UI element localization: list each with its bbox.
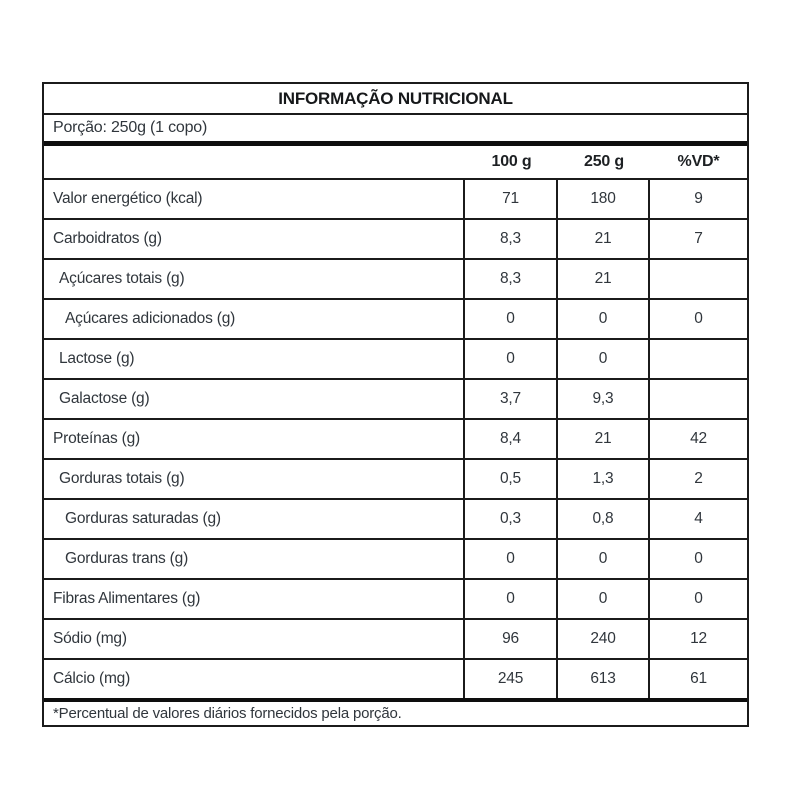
value-per-250g: 1,3 (558, 460, 650, 498)
value-percent-vd: 61 (690, 670, 707, 687)
value-per-250g: 21 (558, 420, 650, 458)
value-per-100g: 0 (465, 580, 558, 618)
table-row (44, 218, 747, 258)
value-per-250g: 0 (558, 580, 650, 618)
table-row (44, 378, 747, 418)
value-percent-vd: 7 (694, 230, 703, 247)
nutrient-name: Gorduras trans (g) (44, 540, 465, 578)
nutrient-name: Sódio (mg) (44, 620, 465, 658)
nutrient-name: Fibras Alimentares (g) (44, 580, 465, 618)
value-percent-vd: 0 (694, 550, 703, 567)
value-percent-vd: 2 (694, 470, 703, 487)
value-per-100g: 0,3 (465, 500, 558, 538)
nutrient-name: Gorduras saturadas (g) (44, 500, 465, 538)
value-percent-vd: 0 (694, 310, 703, 327)
nutrient-name: Gorduras totais (g) (44, 460, 465, 498)
value-per-100g: 0 (465, 340, 558, 378)
value-percent-vd (650, 380, 747, 418)
table-title: INFORMAÇÃO NUTRICIONAL (278, 88, 513, 108)
value-per-100g: 0 (465, 540, 558, 578)
value-per-250g: 613 (558, 660, 650, 698)
value-percent-vd: 0 (694, 590, 703, 607)
nutrient-name: Valor energético (kcal) (44, 180, 465, 218)
value-per-250g: 21 (558, 220, 650, 258)
value-per-250g: 180 (558, 180, 650, 218)
value-per-100g: 0 (465, 300, 558, 338)
nutrient-rows-container (44, 178, 747, 698)
value-per-100g: 71 (465, 180, 558, 218)
table-row (44, 578, 747, 618)
value-percent-vd: 4 (694, 510, 703, 527)
nutrition-facts-table (42, 82, 749, 727)
nutrient-name: Açúcares adicionados (g) (44, 300, 465, 338)
value-percent-vd: 9 (694, 190, 703, 207)
column-header-250g: 250 g (584, 153, 624, 170)
nutrient-name: Carboidratos (g) (44, 220, 465, 258)
table-row (44, 498, 747, 538)
table-row (44, 298, 747, 338)
value-per-250g: 9,3 (558, 380, 650, 418)
value-per-250g: 0 (558, 300, 650, 338)
nutrient-name: Galactose (g) (44, 380, 465, 418)
value-percent-vd: 12 (690, 630, 707, 647)
value-per-100g: 96 (465, 620, 558, 658)
value-per-250g: 240 (558, 620, 650, 658)
serving-size-row: Porção: 250g (1 copo) (44, 113, 747, 146)
value-per-250g: 0,8 (558, 500, 650, 538)
column-header-100g: 100 g (491, 153, 532, 170)
nutrient-name: Açúcares totais (g) (44, 260, 465, 298)
value-per-100g: 8,3 (465, 260, 558, 298)
footnote: *Percentual de valores diários fornecidos pela porção. (44, 698, 747, 725)
value-per-100g: 8,4 (465, 420, 558, 458)
value-per-100g: 8,3 (465, 220, 558, 258)
column-header-spacer (44, 146, 465, 178)
table-row (44, 458, 747, 498)
value-per-250g: 0 (558, 340, 650, 378)
table-row (44, 658, 747, 698)
table-row (44, 538, 747, 578)
column-header-vd: %VD* (677, 153, 720, 170)
column-header-row (44, 146, 747, 178)
table-row (44, 258, 747, 298)
table-row (44, 178, 747, 218)
value-per-100g: 0,5 (465, 460, 558, 498)
nutrient-name: Lactose (g) (44, 340, 465, 378)
value-per-100g: 3,7 (465, 380, 558, 418)
value-per-250g: 0 (558, 540, 650, 578)
nutrient-name: Cálcio (mg) (44, 660, 465, 698)
value-percent-vd: 42 (690, 430, 707, 447)
table-row (44, 418, 747, 458)
table-row (44, 338, 747, 378)
nutrient-name: Proteínas (g) (44, 420, 465, 458)
value-per-100g: 245 (465, 660, 558, 698)
value-per-250g: 21 (558, 260, 650, 298)
value-percent-vd (650, 340, 747, 378)
table-row (44, 618, 747, 658)
value-percent-vd (650, 260, 747, 298)
